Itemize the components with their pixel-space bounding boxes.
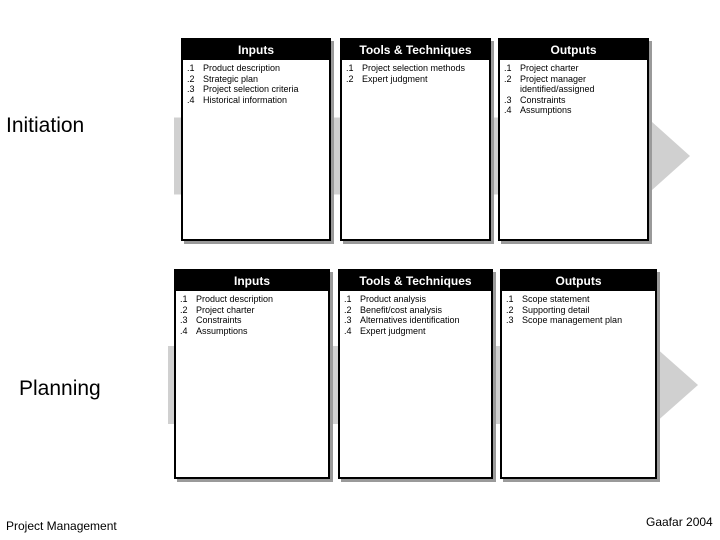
item-text: Product description — [196, 294, 274, 304]
box-title: Inputs — [176, 271, 328, 291]
box-item-list — [176, 291, 328, 336]
box-item — [344, 305, 487, 316]
item-text: Product analysis — [360, 294, 427, 304]
item-number: .1 — [344, 294, 352, 304]
item-number: .2 — [180, 304, 188, 315]
box-item — [506, 305, 651, 316]
box-item — [344, 294, 487, 305]
item-text: Scope statement — [522, 294, 590, 304]
item-number: .4 — [504, 105, 512, 115]
box-item — [180, 326, 324, 337]
footer-course-title: Project Management — [6, 519, 117, 533]
stage-label-planning: Planning — [19, 377, 101, 400]
item-number: .2 — [504, 73, 512, 84]
item-number: .3 — [180, 315, 188, 325]
item-text: Project charter — [520, 63, 579, 73]
item-text: Constraints — [520, 94, 566, 105]
item-text: Supporting detail — [522, 304, 590, 315]
box-item — [506, 294, 651, 305]
initiation-inputs-box — [181, 38, 331, 241]
item-text: Expert judgment — [362, 73, 428, 84]
item-text: Scope management plan — [522, 315, 623, 325]
box-title: Tools & Techniques — [340, 271, 491, 291]
item-number: .1 — [506, 294, 514, 304]
item-text: Alternatives identification — [360, 315, 460, 325]
box-title: Outputs — [500, 40, 647, 60]
item-number: .3 — [344, 315, 352, 325]
item-text: Product description — [203, 63, 281, 73]
item-number: .2 — [344, 304, 352, 315]
item-text: Project manager identified/assigned — [520, 73, 595, 94]
item-number: .1 — [187, 63, 195, 73]
planning-inputs-box — [174, 269, 330, 479]
item-text: Assumptions — [196, 325, 248, 336]
item-text: Expert judgment — [360, 325, 426, 336]
box-title: Inputs — [183, 40, 329, 60]
box-item — [346, 74, 485, 85]
item-number: .2 — [187, 73, 195, 84]
item-number: .3 — [506, 315, 514, 325]
box-item — [504, 95, 643, 106]
item-number: .1 — [504, 63, 512, 73]
box-item — [187, 63, 325, 74]
footer-author-year: Gaafar 2004 — [646, 515, 713, 529]
stage-label-initiation: Initiation — [6, 114, 85, 137]
item-text: Assumptions — [520, 105, 572, 115]
item-number: .4 — [344, 325, 352, 336]
item-number: .4 — [187, 94, 195, 105]
box-item — [504, 105, 643, 116]
item-number: .2 — [346, 73, 354, 84]
item-number: .1 — [180, 294, 188, 304]
box-item — [187, 95, 325, 106]
box-item — [344, 315, 487, 326]
box-item-list — [183, 60, 329, 105]
box-item — [187, 84, 325, 95]
box-item — [180, 294, 324, 305]
box-item — [187, 74, 325, 85]
item-number: .3 — [187, 84, 195, 94]
box-item — [180, 305, 324, 316]
planning-outputs-box — [500, 269, 657, 479]
item-text: Project selection methods — [362, 63, 466, 73]
planning-tools-box — [338, 269, 493, 479]
item-text: Project charter — [196, 304, 255, 315]
box-item — [504, 74, 643, 95]
item-number: .1 — [346, 63, 354, 73]
initiation-tools-box — [340, 38, 491, 241]
box-item — [344, 326, 487, 337]
item-text: Benefit/cost analysis — [360, 304, 443, 315]
item-number: .2 — [506, 304, 514, 315]
box-item — [506, 315, 651, 326]
box-title: Tools & Techniques — [342, 40, 489, 60]
box-title: Outputs — [502, 271, 655, 291]
box-item — [346, 63, 485, 74]
box-item-list — [502, 291, 655, 326]
item-text: Project selection criteria — [203, 84, 299, 94]
box-item-list — [342, 60, 489, 84]
box-item — [504, 63, 643, 74]
item-text: Constraints — [196, 315, 242, 325]
item-number: .4 — [180, 325, 188, 336]
item-text: Historical information — [203, 94, 288, 105]
box-item — [180, 315, 324, 326]
item-number: .3 — [504, 94, 512, 105]
initiation-outputs-box — [498, 38, 649, 241]
box-item-list — [500, 60, 647, 116]
item-text: Strategic plan — [203, 73, 259, 84]
box-item-list — [340, 291, 491, 336]
